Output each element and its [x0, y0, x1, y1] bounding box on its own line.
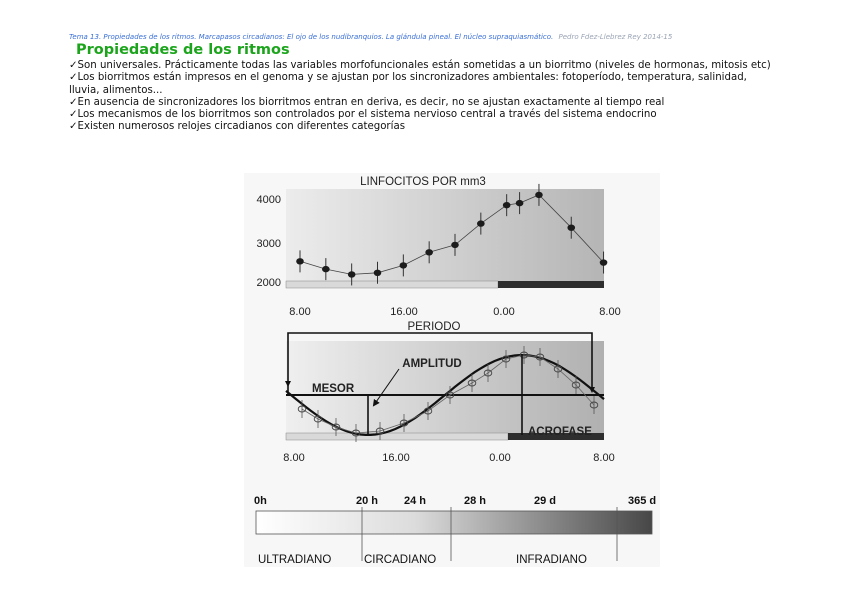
- scale-tick-label: 20 h: [356, 495, 379, 507]
- y-tick-label: 4000: [256, 194, 281, 206]
- bullet-item: [69, 109, 779, 121]
- x-tick-label: 8.00: [283, 452, 305, 464]
- data-point: [374, 270, 382, 276]
- bullet-text: En ausencia de sincronizadores los biorritmos entran en deriva, es decir, no se ajustan exactamente al tiempo real: [77, 96, 665, 108]
- rhythm-figure-svg: [244, 173, 660, 567]
- check-icon: ✓: [69, 96, 78, 108]
- ultradiano-label: ULTRADIANO: [258, 554, 332, 566]
- y-tick-label: 2000: [256, 277, 281, 289]
- course-title: Tema 13. Propiedades de los ritmos. Marcapasos circadianos: El ojo de los nudibranquios. La glándula pineal. El núcleo supraquiasmático.: [69, 33, 554, 41]
- data-point: [600, 259, 608, 265]
- scale-tick-label: 0h: [254, 495, 267, 507]
- y-tick-label: 3000: [256, 238, 281, 250]
- check-icon: ✓: [69, 72, 78, 84]
- bullet-item: [69, 60, 779, 72]
- scale-tick-label: 28 h: [464, 495, 487, 507]
- rhythm-figure: [244, 173, 660, 567]
- bullet-text: Son universales. Prácticamente todas las variables morfofuncionales están sometidas a un biorritmo (niveles de hormonas, mitosis etc): [77, 60, 771, 71]
- scale-tick-label: 365 d: [628, 495, 657, 507]
- scale-tick-label: 24 h: [404, 495, 427, 507]
- light-phase-bar: [286, 281, 498, 288]
- top-chart-plot-area: [286, 189, 604, 281]
- bullet-list: [69, 60, 779, 134]
- scale-tick-label: 29 d: [534, 495, 557, 507]
- frequency-scale-bar: [256, 511, 652, 534]
- data-point: [516, 200, 524, 206]
- periodo-label: PERIODO: [407, 321, 461, 333]
- x-tick-label: 16.00: [390, 306, 418, 318]
- data-point: [477, 220, 485, 226]
- check-icon: ✓: [69, 109, 78, 121]
- data-point: [322, 266, 330, 272]
- data-point: [535, 192, 543, 198]
- amplitud-label: AMPLITUD: [402, 358, 462, 370]
- x-tick-label: 8.00: [599, 306, 621, 318]
- top-chart-title: LINFOCITOS POR mm3: [360, 176, 486, 188]
- data-point: [567, 225, 575, 231]
- x-tick-label: 16.00: [382, 452, 410, 464]
- bullet-text: Los biorritmos están impresos en el genoma y se ajustan por los sincronizadores ambientales: fotoperíodo, temperatura, salinidad, lluvia, alimentos...: [69, 72, 747, 96]
- check-icon: ✓: [69, 121, 78, 133]
- bullet-item: [69, 121, 779, 133]
- data-point: [400, 262, 408, 268]
- data-point: [503, 202, 511, 208]
- acrofase-label: ACROFASE: [528, 426, 592, 438]
- x-tick-label: 0.00: [489, 452, 511, 464]
- x-tick-label: 8.00: [593, 452, 615, 464]
- bullet-item: [69, 72, 779, 97]
- bullet-text: Los mecanismos de los biorritmos son controlados por el sistema nervioso central a través del sistema endocrino: [77, 109, 657, 121]
- data-point: [425, 249, 433, 255]
- data-point: [296, 258, 304, 264]
- dark-phase-bar: [498, 281, 604, 288]
- x-tick-label: 0.00: [493, 306, 515, 318]
- course-header: [69, 33, 672, 41]
- check-icon: ✓: [69, 60, 78, 71]
- author-credit: Pedro Fdez-Llebrez Rey 2014-15: [558, 33, 673, 41]
- light-phase-bar: [286, 433, 508, 440]
- slide-title: Propiedades de los ritmos: [76, 42, 290, 58]
- data-point: [451, 242, 459, 248]
- x-tick-label: 8.00: [289, 306, 311, 318]
- data-point: [348, 271, 356, 277]
- bullet-item: [69, 97, 779, 109]
- circadiano-label: CIRCADIANO: [364, 554, 437, 566]
- mesor-label: MESOR: [312, 383, 355, 395]
- infradiano-label: INFRADIANO: [516, 554, 587, 566]
- bullet-text: Existen numerosos relojes circadianos con diferentes categorías: [77, 121, 406, 133]
